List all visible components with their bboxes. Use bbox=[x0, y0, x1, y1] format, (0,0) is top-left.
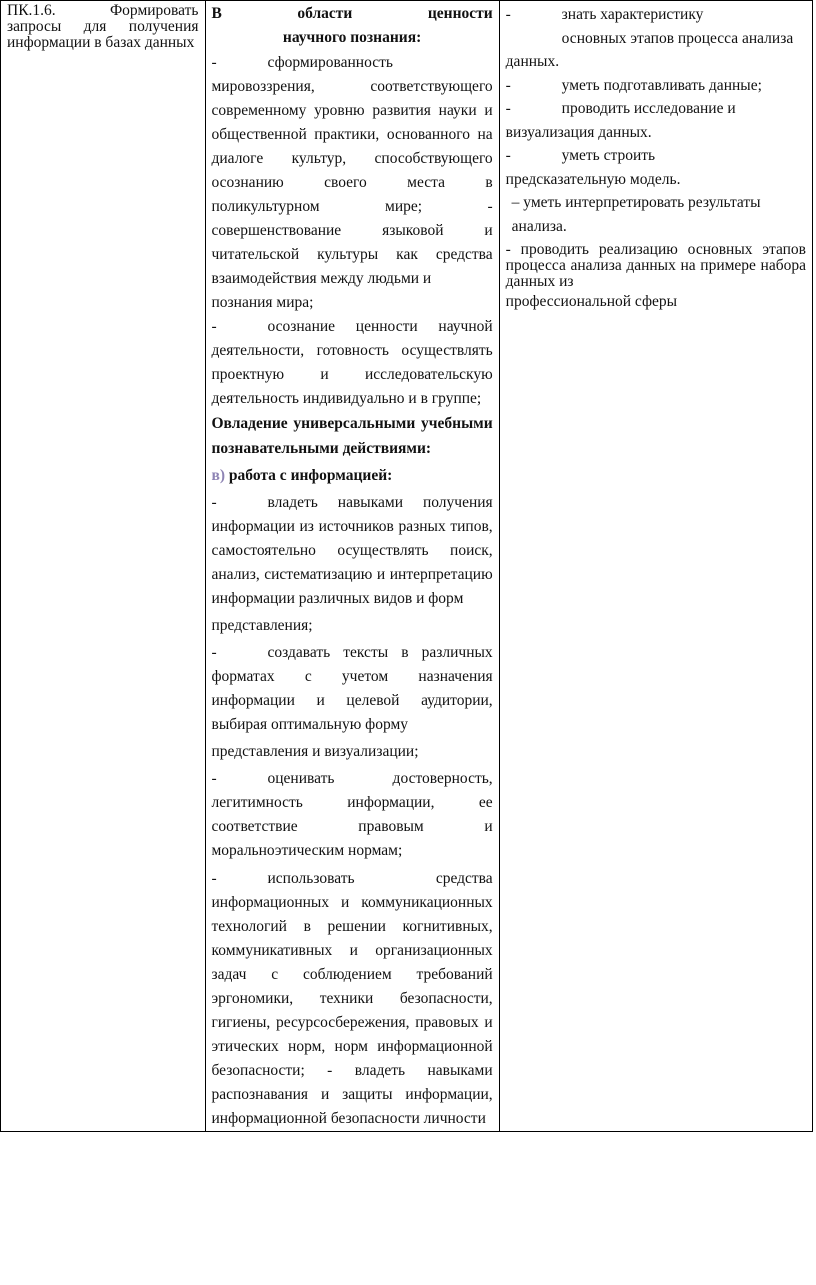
skill-item: - проводить исследование и визуализация данных. bbox=[505, 100, 736, 141]
list-item: - создавать тексты в различных форматах с учетом назначения информации и целевой аудитории, выбирая оптимальную форму bbox=[211, 644, 493, 733]
skill-item: - знать характеристику основных этапов процесса анализа данных. bbox=[505, 6, 794, 70]
list-item: - использовать средства информационных и коммуникационных технологий в решении когнитивных, коммуникативных и организационных задач с соблюдением требований эргономики, техники безопасности, гигиены, ресурсосбережения, правовых и этических норм, норм информационной безопасности; - владеть навыками распознавания и защиты информации, информационной безопасности личности bbox=[211, 870, 493, 1127]
list-item: - владеть навыками получения информации из источников разных типов, самостоятельно осуществлять поиск, анализ, систематизацию и интерпретацию информации различных видов и форм bbox=[211, 494, 493, 607]
section-heading-cont: научного познания: bbox=[282, 29, 422, 46]
skill-item: - уметь подготавливать данные; bbox=[505, 76, 762, 94]
skill-item-realize: - проводить реализацию основных этапов процесса анализа данных на примере набора данных из bbox=[505, 241, 806, 290]
personal-results-cell bbox=[205, 1, 499, 1132]
list-item-tail: представления и визуализации; bbox=[211, 743, 419, 760]
skill-item: - уметь строить предсказательную модель. bbox=[505, 147, 681, 188]
table-row bbox=[1, 1, 813, 1132]
list-item: - осознание ценности научной деятельности, готовность осуществлять проектную и исследовательскую деятельность индивидуально и в группе; bbox=[211, 318, 493, 407]
skill-item-realize-tail: профессиональной сферы bbox=[505, 293, 678, 310]
section-heading: Овладение универсальными учебными познавательными действиями: bbox=[211, 415, 493, 457]
list-item-tail: представления; bbox=[211, 617, 313, 634]
list-item: - оценивать достоверность, легитимность информации, ее соответствие правовым и моральноэтическим нормам; bbox=[211, 770, 493, 859]
skill-item-interpret: – уметь интерпретировать результаты анализа. bbox=[511, 194, 761, 235]
list-item-tail: познания мира; bbox=[211, 294, 314, 311]
competency-text: ПК.1.6. Формировать запросы для получения информации в базах данных bbox=[7, 2, 199, 51]
skills-cell bbox=[499, 1, 812, 1132]
list-item: - сформированность мировоззрения, соответствующего современному уровню развития науки и общественной практики, основанного на диалоге культур, способствующего осознанию своего места в поликультурном мире; - совершенствование языковой и читательской культуры как средства взаимодействия между людьми и bbox=[211, 54, 493, 287]
subsection-heading: в) работа с информацией: bbox=[211, 467, 393, 484]
competency-code-cell bbox=[1, 1, 206, 1132]
section-heading: В области ценности bbox=[211, 5, 493, 22]
